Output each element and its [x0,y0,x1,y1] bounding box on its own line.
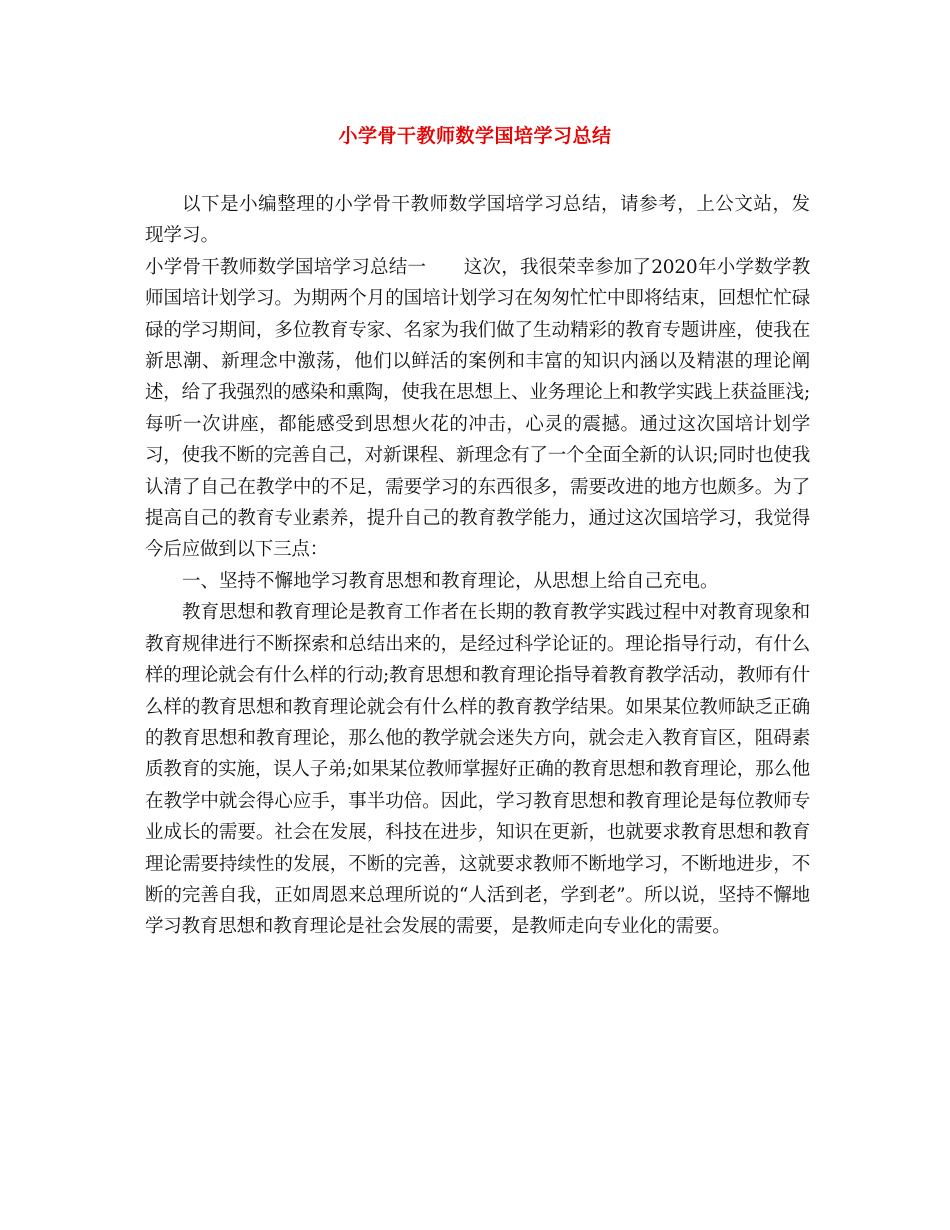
summary-one-paragraph: 小学骨干教师数学国培学习总结一 这次，我很荣幸参加了2020年小学数学教师国培计划学习。为期两个月的国培计划学习在匆匆忙忙中即将结束，回想忙忙碌碌的学习期间，多位教育专家、名家为我们做了生动精彩的教育专题讲座，使我在新思潮、新理念中激荡，他们以鲜活的案例和丰富的知识内涵以及精湛的理论阐述，给了我强烈的感染和熏陶，使我在思想上、业务理论上和教学实践上获益匪浅;每听一次讲座，都能感受到思想火花的冲击，心灵的震撼。通过这次国培计划学习，使我不断的完善自己，对新课程、新理念有了一个全面全新的认识;同时也使我认清了自己在教学中的不足，需要学习的东西很多，需要改进的地方也颇多。为了提高自己的教育专业素养，提升自己的教育教学能力，通过这次国培学习，我觉得今后应做到以下三点： [145,256,810,561]
document-title: 小学骨干教师数学国培学习总结 [338,125,612,147]
point-one-paragraph: 教育思想和教育理论是教育工作者在长期的教育教学实践过程中对教育现象和教育规律进行不断探索和总结出来的，是经过科学论证的。理论指导行动，有什么样的理论就会有什么样的行动;教育思想和教育理论指导着教育教学活动，教师有什么样的教育思想和教育理论就会有什么样的教育教学结果。如果某位教师缺乏正确的教育思想和教育理论，那么他的教学就会迷失方向，就会走入教育盲区，阻碍素质教育的实施，误人子弟;如果某位教师掌握好正确的教育思想和教育理论，那么他在教学中就会得心应手，事半功倍。因此，学习教育思想和教育理论是每位教师专业成长的需要。社会在发展，科技在进步，知识在更新，也就要求教育思想和教育理论需要持续性的发展，不断的完善，这就要求教师不断地学习，不断地进步，不断的完善自我，正如周恩来总理所说的“人活到老，学到老”。所以说，坚持不懈地学习教育思想和教育理论是社会发展的需要，是教师走向专业化的需要。 [145,602,810,938]
intro-paragraph: 以下是小编整理的小学骨干教师数学国培学习总结，请参考，上公文站，发现学习。 [145,194,810,247]
document-body [145,189,810,943]
point-one-heading: 一、坚持不懈地学习教育思想和教育理论，从思想上给自己充电。 [182,570,719,592]
